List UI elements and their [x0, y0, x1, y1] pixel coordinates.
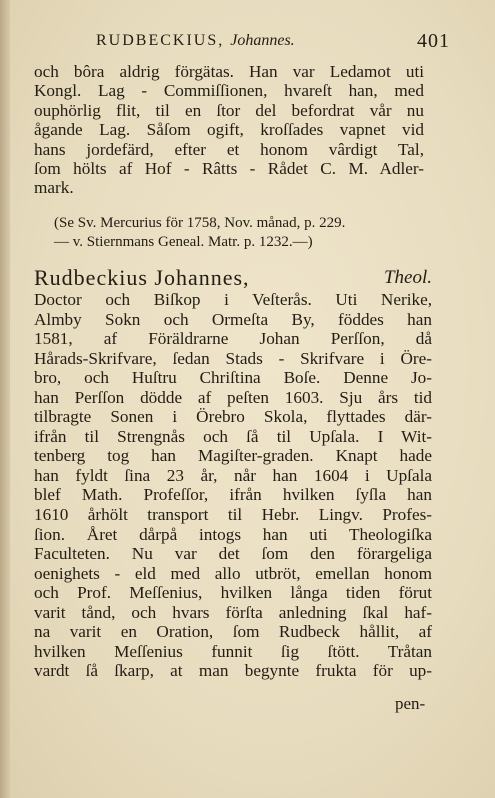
entry-line: han fyldt ſina 23 år, når han 1604 i Upſala: [34, 465, 432, 485]
reference-line: — v. Stiernmans Geneal. Matr. p. 1232.—): [54, 234, 313, 250]
reference-line: (Se Sv. Mercurius för 1758, Nov. månad, p. 229.: [54, 215, 346, 231]
continuation-paragraph: [34, 62, 424, 198]
entry-line: bro, och Huſtru Chriſtina Boſe. Denne Jo-: [34, 368, 432, 388]
entry-line: Faculteten. Nu var det ſom den förargeliga: [34, 544, 432, 564]
text-line: mark.: [34, 178, 74, 198]
entry-line: ſion. Året dårpå intogs han uti Theologiſka: [34, 524, 432, 544]
text-line: Kongl. Lag - Commiſſionen, hvareſt han, med: [34, 81, 424, 101]
entry-line: hvilken Meſſenius funnit ſig ſtött. Tråtan: [34, 641, 432, 661]
text-line: och bôra aldrig förgätas. Han var Ledamot uti: [34, 62, 424, 81]
entry-line: Doctor och Biſkop i Veſterås. Uti Nerike,: [34, 290, 432, 309]
reference-note: [54, 214, 434, 252]
entry-heading-title: Theol.: [383, 267, 432, 288]
entry-lines: [34, 290, 432, 681]
text-line: ſom hölts af Hof - Râtts - Rådet C. M. Adler-: [34, 159, 424, 179]
text-line: ågande Lag. Såſom ogift, kroſſades vapnet vid: [34, 120, 424, 140]
entry-line: blef Math. Profeſſor, ifrån hvilken ſyſla han: [34, 485, 432, 505]
running-head: [96, 32, 295, 49]
page-number: 401: [417, 30, 450, 52]
running-header: [96, 30, 450, 54]
entry-line: oenighets - eld med allo utbröt, emellan honom: [34, 563, 432, 583]
entry-line: Almby Sokn och Ormeſta By, föddes han: [34, 309, 432, 329]
running-head-name: RUDBECKIUS,: [96, 32, 225, 49]
entry-line: na varit en Oration, ſom Rudbeck hållit, af: [34, 622, 432, 642]
entry-line: ifrån til Strengnås och ſå til Upſala. I Wit-: [34, 426, 432, 446]
page-gutter-edge: [0, 0, 10, 798]
entry-line: varit tånd, och hvars förſta anledning ſkal haf-: [34, 602, 432, 622]
entry-line: och Prof. Meſſenius, hvilken långa tiden förut: [34, 583, 432, 603]
entry-line: 1581, af Föräldrarne Johan Perſſon, då: [34, 329, 432, 349]
entry-heading-name: Rudbeckius Johannes,: [34, 265, 250, 290]
entry-line: tenberg tog han Magiſter-graden. Knapt hade: [34, 446, 432, 466]
entry-line: Hårads-Skrifvare, ſedan Stads - Skrifvare i Öre-: [34, 348, 432, 368]
text-line: hans jordefärd, efter et honom vârdigt Tal,: [34, 139, 424, 159]
entry-line: vardt ſå ſkarp, at man begynte frukta för up-: [34, 661, 432, 681]
text-line: ouphörlig flit, til en ſtor del befordrat vår nu: [34, 100, 424, 120]
entry-line: 1610 århölt transport til Hebr. Lingv. Profes-: [34, 505, 432, 525]
running-head-italic: Johannes.: [230, 32, 295, 49]
catchword: pen-: [395, 694, 426, 713]
entry-line: tilbragte Sonen i Örebro Skola, flyttades där-: [34, 407, 432, 427]
entry-heading: [34, 266, 432, 290]
entry-line: han Perſſon dödde af peſten 1603. Sju års tid: [34, 387, 432, 407]
biography-entry: [34, 266, 432, 681]
